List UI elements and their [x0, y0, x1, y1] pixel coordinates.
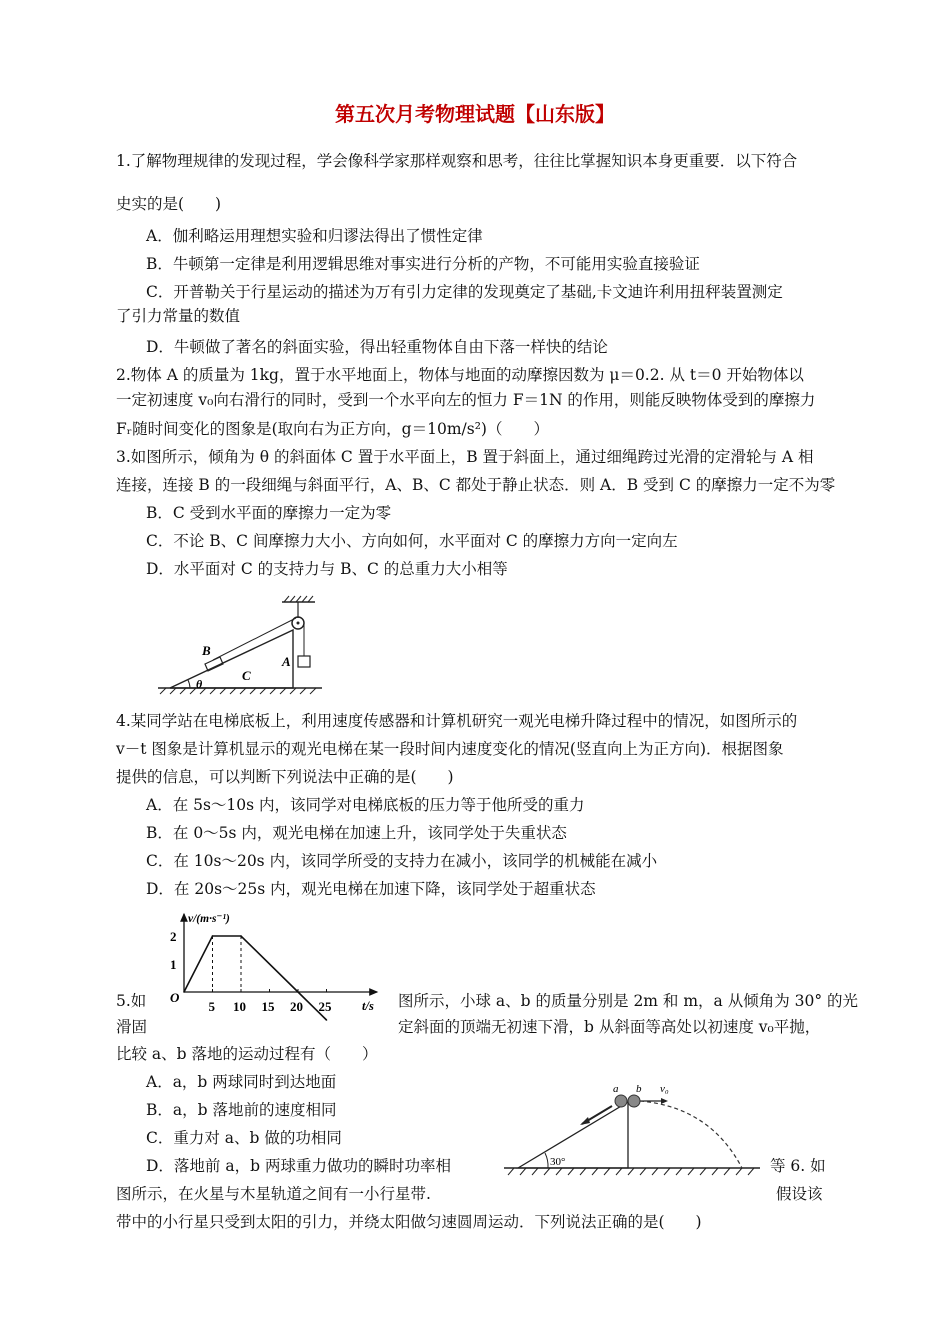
- y-axis-label: v/(m·s⁻¹): [188, 913, 230, 925]
- incline-projectile-figure: [500, 1072, 765, 1180]
- ball-a: [615, 1095, 627, 1107]
- q3-option-d: D．水平面对 C 的支持力与 B、C 的总重力大小相等: [146, 560, 508, 578]
- q6-stem-line2: 带中的小行星只受到太阳的引力，并绕太阳做匀速圆周运动．下列说法正确的是( ): [116, 1213, 702, 1231]
- label-ball-a: a: [613, 1083, 619, 1095]
- q1-option-b: B．牛顿第一定律是利用逻辑思维对事实进行分析的产物，不可能用实验直接验证: [146, 255, 700, 273]
- origin-label: O: [170, 990, 180, 1005]
- q3-stem-line2: 连接，连接 B 的一段细绳与斜面平行，A、B、C 都处于静止状态．则 A．B 受到 C 的摩擦力一定不为零: [116, 476, 836, 494]
- x-tick-label: 15: [261, 999, 275, 1014]
- q3-option-c: C．不论 B、C 间摩擦力大小、方向如何，水平面对 C 的摩擦力方向一定向左: [146, 532, 678, 550]
- q1-stem-line1: 1.了解物理规律的发现过程，学会像科学家那样观察和思考，往往比掌握知识本身更重要．以下符合: [116, 152, 798, 170]
- q1-option-a: A．伽利略运用理想实验和归谬法得出了惯性定律: [146, 227, 483, 245]
- q2-stem-line2: 一定初速度 v₀向右滑行的同时，受到一个水平向左的恒力 F＝1N 的作用，则能反映物体受到的摩擦力: [116, 391, 816, 409]
- q4-stem-line3: 提供的信息，可以判断下列说法中正确的是( ): [116, 768, 454, 786]
- q5-stem-line1a: 5.如: [116, 992, 147, 1010]
- x-tick-label: 20: [290, 999, 303, 1014]
- x-tick-label: 5: [208, 999, 215, 1014]
- page-title: 第五次月考物理试题【山东版】: [335, 102, 615, 126]
- q3-stem-line1: 3.如图所示，倾角为 θ 的斜面体 C 置于水平面上，B 置于斜面上，通过细绳跨过光滑的定滑轮与 A 相: [116, 448, 814, 466]
- label-theta: θ: [196, 677, 203, 691]
- y-tick-label: 2: [170, 929, 177, 944]
- q2-stem-line3: Fᵣ随时间变化的图象是(取向右为正方向，g＝10m/s²)（ ）: [116, 420, 549, 438]
- label-v0: v₀: [660, 1083, 669, 1095]
- q2-stem-line1: 2.物体 A 的质量为 1kg，置于水平地面上，物体与地面的动摩擦因数为 μ＝0.2. 从 t＝0 开始物体以: [116, 366, 804, 384]
- label-angle: 30°: [550, 1156, 566, 1168]
- q3-option-b: B．C 受到水平面的摩擦力一定为零: [146, 504, 392, 522]
- q5-stem-line3: 比较 a、b 落地的运动过程有（ ）: [116, 1045, 378, 1063]
- data-point: [326, 1019, 328, 1021]
- q1-option-c: C．开普勒关于行星运动的描述为万有引力定律的发现奠定了基础,卡文迪许利用扭秤装置测定: [146, 283, 783, 301]
- data-point: [212, 935, 214, 937]
- q4-stem-line2: v－t 图象是计算机显示的观光电梯在某一段时间内速度变化的情况(竖直向上为正方向)．根据图象: [116, 740, 784, 758]
- q5-stem-line1b: 图所示，小球 a、b 的质量分别是 2m 和 m，a 从倾角为 30° 的光: [398, 992, 859, 1010]
- q5-option-b: B．a，b 落地前的速度相同: [146, 1101, 337, 1119]
- y-tick-label: 1: [170, 957, 177, 972]
- q5-stem-line2b: 定斜面的顶端无初速下滑，b 从斜面等高处以初速度 v₀平抛，: [398, 1018, 821, 1036]
- data-point: [183, 991, 185, 993]
- q1-option-d: D．牛顿做了著名的斜面实验，得出轻重物体自由下落一样快的结论: [146, 338, 608, 356]
- label-a: A: [282, 654, 291, 669]
- q4-option-c: C．在 10s～20s 内，该同学所受的支持力在减小，该同学的机械能在减小: [146, 852, 658, 870]
- label-ball-b: b: [636, 1083, 642, 1095]
- q4-option-b: B．在 0～5s 内，观光电梯在加速上升，该同学处于失重状态: [146, 824, 567, 842]
- label-c: C: [242, 668, 251, 683]
- q5-option-a: A．a，b 两球同时到达地面: [146, 1073, 337, 1091]
- data-point: [240, 935, 242, 937]
- q5-stem-line2a: 滑固: [116, 1018, 148, 1036]
- ball-b: [628, 1095, 640, 1107]
- incline-pulley-figure: [150, 592, 330, 702]
- label-b: B: [202, 643, 211, 658]
- q4-option-d: D．在 20s～25s 内，观光电梯在加速下降，该同学处于超重状态: [146, 880, 596, 898]
- q6-stem-line1a: 图所示，在火星与木星轨道之间有一小行星带.: [116, 1185, 431, 1203]
- x-tick-label: 25: [318, 999, 332, 1014]
- x-axis-label: t/s: [362, 999, 374, 1013]
- q1-stem-line2: 史实的是( ): [116, 195, 222, 213]
- q4-stem-line1: 4.某同学站在电梯底板上，利用速度传感器和计算机研究一观光电梯升降过程中的情况，如图所示的: [116, 712, 798, 730]
- q1-option-c-cont: 了引力常量的数值: [116, 307, 241, 325]
- q4-option-a: A．在 5s～10s 内，该同学对电梯底板的压力等于他所受的重力: [146, 796, 585, 814]
- q5-option-d: D．落地前 a，b 两球重力做功的瞬时功率相: [146, 1157, 451, 1175]
- x-tick-label: 10: [233, 999, 246, 1014]
- velocity-time-graph: [162, 906, 387, 1024]
- q5-option-d-tail: 等 6. 如: [770, 1157, 826, 1175]
- q6-stem-line1b: 假设该: [776, 1185, 823, 1203]
- q5-option-c: C．重力对 a、b 做的功相同: [146, 1129, 342, 1147]
- velocity-series-line: [184, 936, 327, 1020]
- data-point: [297, 991, 299, 993]
